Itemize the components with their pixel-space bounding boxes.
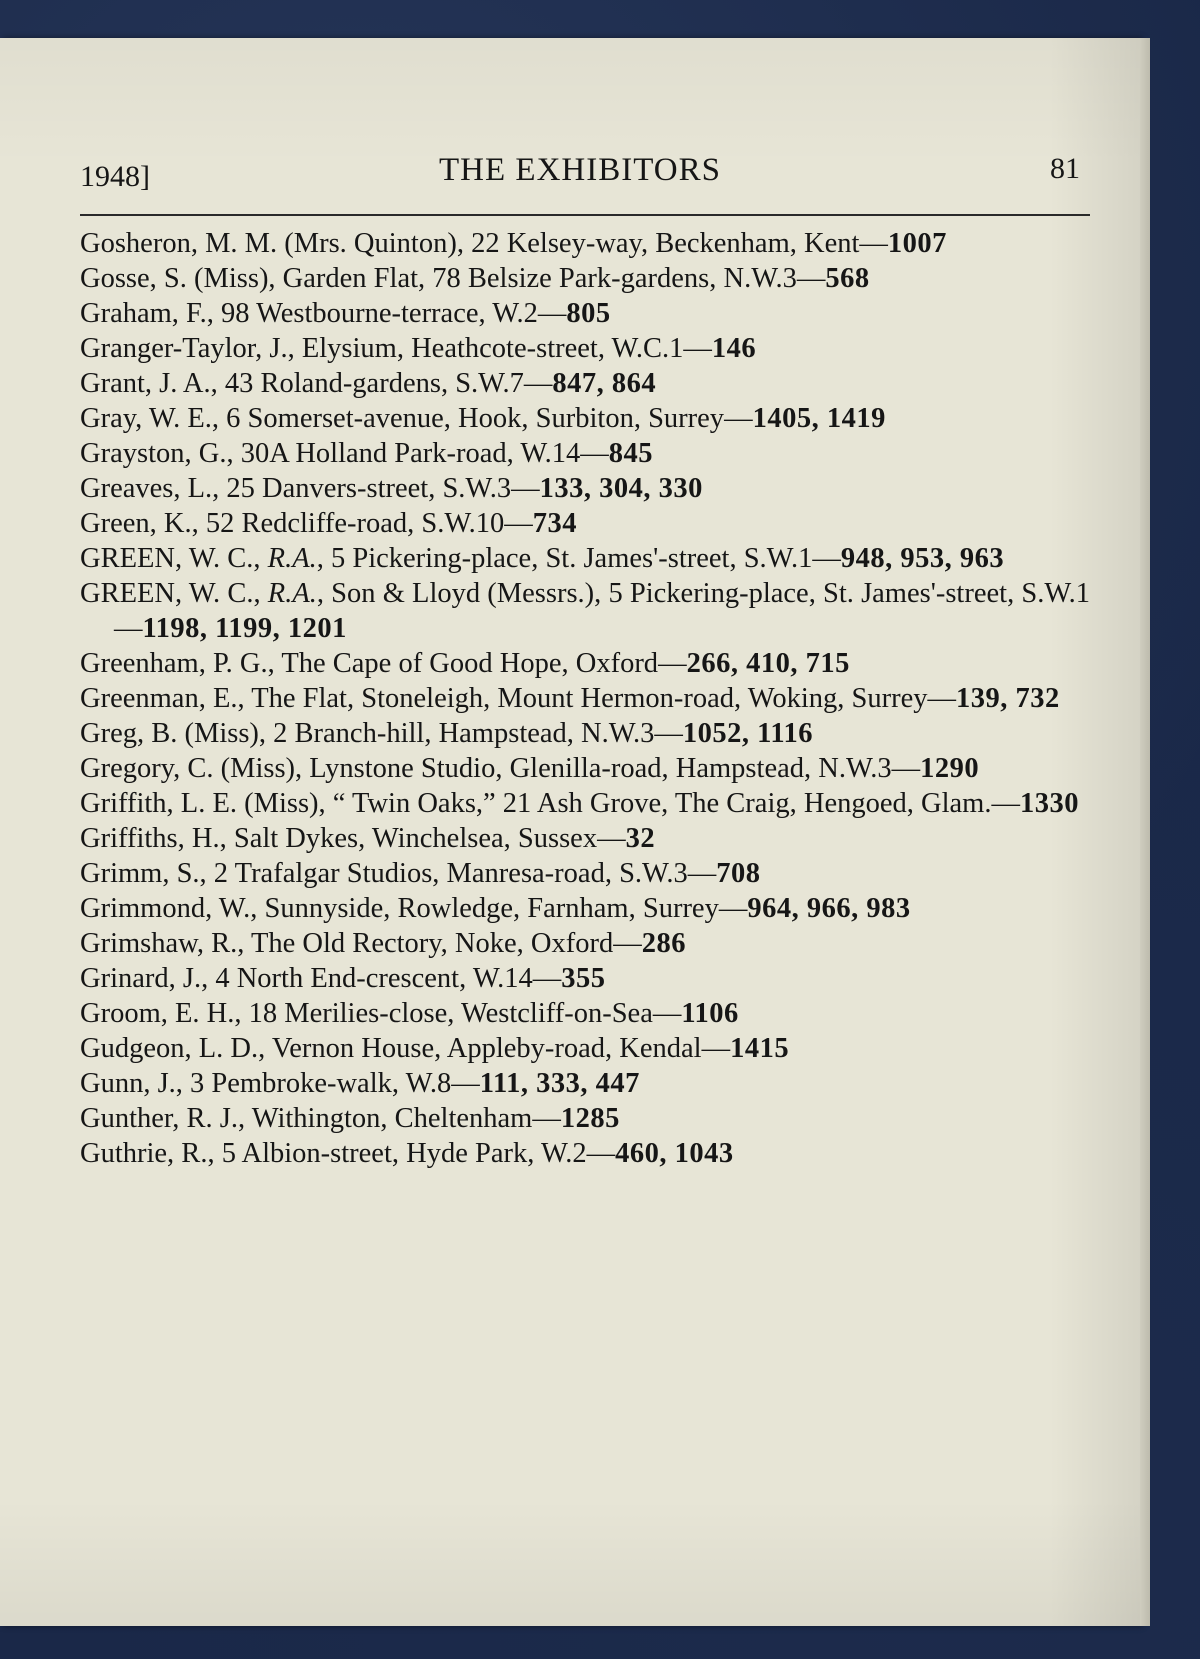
- exhibitor-entry: [80, 226, 1090, 261]
- exhibitor-entry: [80, 366, 1090, 401]
- ra-designation: R.A.: [267, 578, 317, 609]
- dash: —: [597, 823, 626, 854]
- exhibitor-entry: [80, 1101, 1090, 1136]
- dash: —: [683, 333, 712, 364]
- exhibit-numbers: 734: [532, 508, 577, 539]
- exhibitor-entry: [80, 646, 1090, 681]
- exhibitor-entry: [80, 261, 1090, 296]
- dash: —: [718, 893, 748, 924]
- exhibit-numbers: 139, 732: [956, 683, 1060, 714]
- exhibitor-name-address: Gosheron, M. M. (Mrs. Quinton), 22 Kelsey-way, Beckenham, Kent: [80, 228, 860, 259]
- exhibitor-name-address: Greenman, E., The Flat, Stoneleigh, Mount Hermon-road, Woking, Surrey: [80, 683, 928, 714]
- exhibitor-entry: [80, 331, 1090, 366]
- dash: —: [114, 613, 143, 644]
- exhibitor-name-address: Granger-Taylor, J., Elysium, Heathcote-street, W.C.1: [80, 333, 684, 364]
- exhibitor-entry: [80, 856, 1090, 891]
- page-title: THE EXHIBITORS: [439, 152, 721, 188]
- dash: —: [796, 263, 826, 294]
- exhibitor-entry: [80, 996, 1090, 1031]
- exhibitor-entry: [80, 821, 1090, 856]
- exhibit-numbers: 845: [608, 438, 654, 469]
- exhibitor-name-address: Gosse, S. (Miss), Garden Flat, 78 Belsize Park-gardens, N.W.3: [80, 263, 797, 294]
- exhibitor-name-address: Groom, E. H., 18 Merilies-close, Westcliff-on-Sea: [80, 998, 653, 1029]
- exhibitor-name-address: Grimshaw, R., The Old Rectory, Noke, Oxford: [80, 928, 614, 959]
- exhibitor-entry: [80, 961, 1090, 996]
- exhibit-numbers: 32: [625, 823, 656, 854]
- exhibit-numbers: 1198, 1199, 1201: [142, 613, 347, 644]
- exhibit-numbers: 111, 333, 447: [479, 1068, 640, 1099]
- exhibit-numbers: 1415: [730, 1033, 790, 1064]
- exhibit-numbers: 1330: [1019, 788, 1079, 819]
- exhibitor-name-address: Green, K., 52 Redcliffe-road, S.W.10: [80, 508, 505, 539]
- page-edge: [1140, 38, 1150, 1626]
- dash: —: [511, 473, 540, 504]
- exhibit-numbers: 1052, 1116: [682, 718, 814, 749]
- exhibitor-name-address: Grimm, S., 2 Trafalgar Studios, Manresa-road, S.W.3: [80, 858, 688, 889]
- exhibitor-name-address: Gunther, R. J., Withington, Cheltenham: [80, 1103, 533, 1134]
- dash: —: [701, 1033, 731, 1064]
- exhibit-numbers: 1405, 1419: [752, 403, 886, 434]
- exhibitor-name-address: Gunn, J., 3 Pembroke-walk, W.8: [80, 1068, 452, 1099]
- exhibitor-entry: [80, 681, 1090, 716]
- exhibitor-entry: [80, 716, 1090, 751]
- exhibit-numbers: 708: [716, 858, 761, 889]
- exhibitor-entry: [80, 1066, 1090, 1101]
- exhibit-numbers: 266, 410, 715: [686, 648, 850, 679]
- header-rule: [80, 214, 1090, 216]
- dash: —: [687, 858, 717, 889]
- dash: —: [586, 1138, 616, 1169]
- exhibitor-name-address: Greaves, L., 25 Danvers-street, S.W.3: [80, 473, 512, 504]
- exhibitor-name-address: Griffiths, H., Salt Dykes, Winchelsea, Sussex: [80, 823, 598, 854]
- dash: —: [991, 788, 1020, 819]
- exhibitor-name-address: Gudgeon, L. D., Vernon House, Appleby-road, Kendal: [80, 1033, 702, 1064]
- dash: —: [504, 508, 533, 539]
- exhibitor-entry: [80, 1136, 1090, 1171]
- exhibitor-list: [80, 226, 1090, 1171]
- dash: —: [613, 928, 642, 959]
- exhibitor-entry: [80, 1031, 1090, 1066]
- exhibitor-address: , Son & Lloyd (Messrs.), 5 Pickering-place, St. James'-street, S.W.1: [316, 578, 1090, 609]
- page-number: 81: [1050, 152, 1080, 185]
- exhibitor-name-address: Greenham, P. G., The Cape of Good Hope, Oxford: [80, 648, 659, 679]
- exhibitor-name-address: Grinard, J., 4 North End-crescent, W.14: [80, 963, 533, 994]
- dash: —: [927, 683, 957, 714]
- exhibitor-name-address: Griffith, L. E. (Miss), “ Twin Oaks,” 21 Ash Grove, The Craig, Hengoed, Glam.: [80, 788, 992, 819]
- dash: —: [532, 963, 562, 994]
- exhibitor-name: GREEN, W. C.,: [80, 543, 268, 574]
- exhibit-numbers: 355: [561, 963, 606, 994]
- exhibitor-address: , 5 Pickering-place, St. James'-street, S.W.1: [316, 543, 813, 574]
- dash: —: [658, 648, 687, 679]
- exhibit-numbers: 146: [711, 333, 757, 364]
- exhibitor-name-address: Greg, B. (Miss), 2 Branch-hill, Hampstead, N.W.3: [80, 718, 655, 749]
- dash: —: [451, 1068, 480, 1099]
- exhibitor-entry: [80, 471, 1090, 506]
- ra-designation: R.A.: [267, 543, 317, 574]
- dash: —: [859, 228, 888, 259]
- exhibitor-name-address: Grimmond, W., Sunnyside, Rowledge, Farnham, Surrey: [80, 893, 719, 924]
- exhibitor-name-address: Graham, F., 98 Westbourne-terrace, W.2: [80, 298, 538, 329]
- exhibitor-entry: [80, 891, 1090, 926]
- exhibitor-entry: [80, 576, 1090, 646]
- exhibit-numbers: 568: [825, 263, 870, 294]
- exhibit-numbers: 964, 966, 983: [747, 893, 911, 924]
- exhibit-numbers: 1106: [681, 998, 739, 1029]
- exhibit-numbers: 286: [641, 928, 686, 959]
- header-year: 1948]: [80, 160, 150, 193]
- dash: —: [580, 438, 609, 469]
- exhibitor-entry: [80, 296, 1090, 331]
- exhibitor-entry: [80, 926, 1090, 961]
- exhibit-numbers: 1290: [920, 753, 980, 784]
- exhibitor-name-address: Grayston, G., 30A Holland Park-road, W.14: [80, 438, 581, 469]
- exhibitor-name-address: Gray, W. E., 6 Somerset-avenue, Hook, Surbiton, Surrey: [80, 403, 725, 434]
- exhibitor-entry: [80, 401, 1090, 436]
- exhibit-numbers: 1007: [887, 228, 947, 259]
- running-header: [80, 148, 1080, 198]
- dash: —: [654, 718, 683, 749]
- exhibitor-name-address: Gregory, C. (Miss), Lynstone Studio, Glenilla-road, Hampstead, N.W.3: [80, 753, 892, 784]
- exhibitor-entry: [80, 751, 1090, 786]
- dash: —: [532, 1103, 561, 1134]
- dash: —: [652, 998, 682, 1029]
- exhibit-numbers: 847, 864: [552, 368, 657, 399]
- exhibit-numbers: 133, 304, 330: [539, 473, 703, 504]
- dash: —: [523, 368, 553, 399]
- exhibit-numbers: 948, 953, 963: [840, 543, 1005, 574]
- exhibit-numbers: 805: [566, 298, 611, 329]
- exhibit-numbers: 460, 1043: [615, 1138, 734, 1169]
- exhibitor-entry: [80, 436, 1090, 471]
- dash: —: [812, 543, 841, 574]
- exhibitor-entry: [80, 506, 1090, 541]
- exhibitor-name: GREEN, W. C.,: [80, 578, 268, 609]
- exhibitor-entry: [80, 541, 1090, 576]
- dash: —: [724, 403, 753, 434]
- exhibitor-name-address: Grant, J. A., 43 Roland-gardens, S.W.7: [80, 368, 524, 399]
- exhibitor-name-address: Guthrie, R., 5 Albion-street, Hyde Park, W.2: [80, 1138, 587, 1169]
- dash: —: [891, 753, 921, 784]
- exhibit-numbers: 1285: [560, 1103, 620, 1134]
- dash: —: [537, 298, 567, 329]
- exhibitor-entry: [80, 786, 1090, 821]
